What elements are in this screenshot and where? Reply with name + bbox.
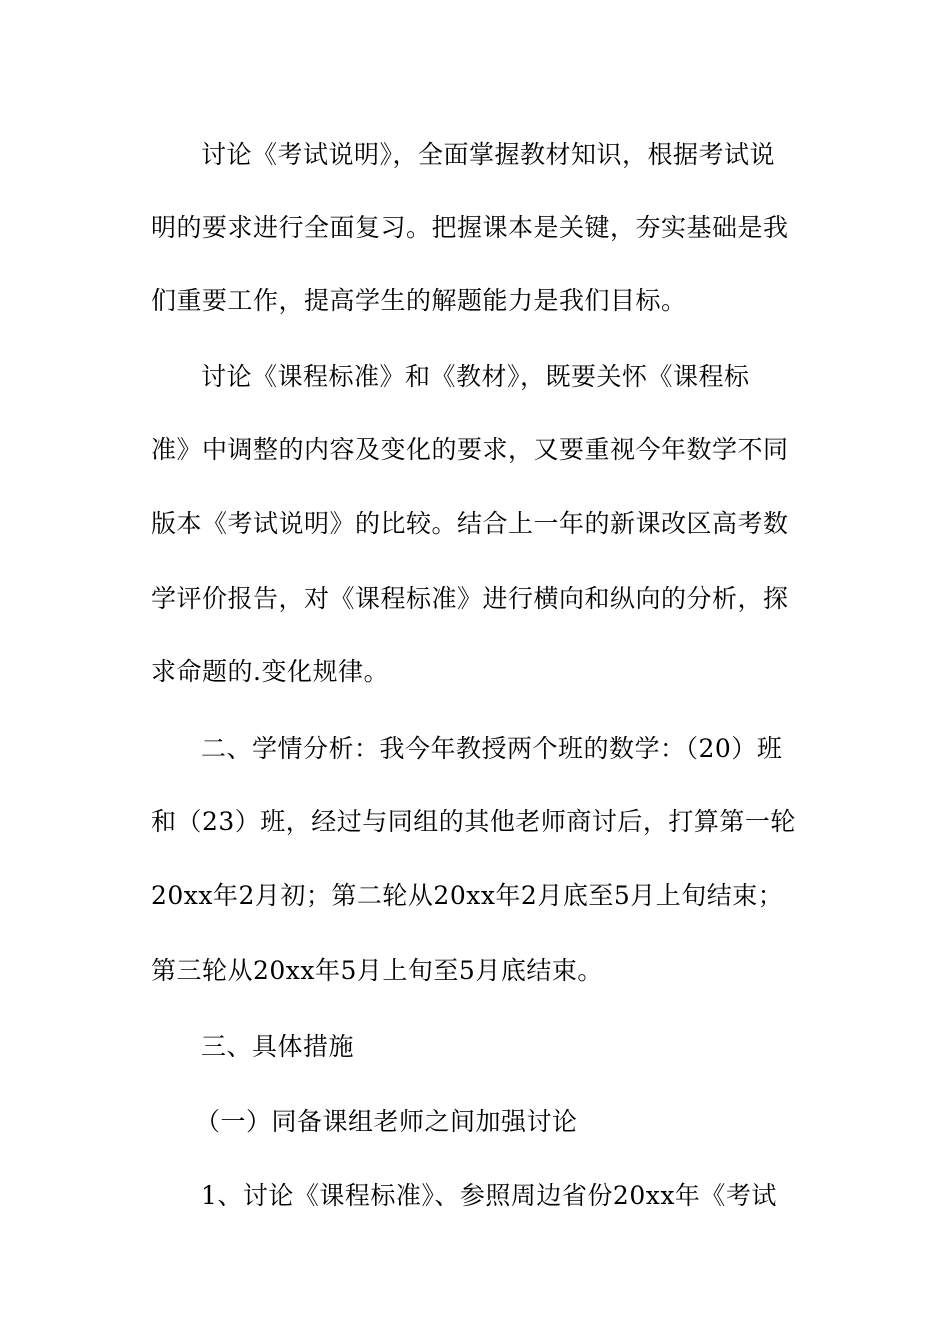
paragraph-1-line-3: 们重要工作，提高学生的解题能力是我们目标。 bbox=[151, 286, 687, 315]
paragraph-2-line-4: 学评价报告，对《课程标准》进行横向和纵向的分析，探 bbox=[151, 584, 789, 613]
paragraph-1-line-1: 讨论《考试说明》，全面掌握教材知识，根据考试说 bbox=[201, 140, 776, 169]
subsection-heading: （一）同备课组老师之间加强讨论 bbox=[195, 1107, 578, 1136]
paragraph-2-line-5: 求命题的.变化规律。 bbox=[151, 657, 389, 686]
paragraph-2-line-2: 准》中调整的内容及变化的要求，又要重视今年数学不同 bbox=[151, 435, 789, 464]
paragraph-2-line-1: 讨论《课程标准》和《教材》，既要关怀《课程标 bbox=[201, 362, 750, 391]
paragraph-3-line-3: 20xx年2月初；第二轮从20xx年2月底至5月上旬结束； bbox=[151, 881, 784, 910]
paragraph-3-line-1: 二、学情分析：我今年教授两个班的数学：（20）班 bbox=[201, 734, 783, 763]
list-item-1-line-1: 1、讨论《课程标准》、参照周边省份20xx年《考试 bbox=[201, 1181, 777, 1210]
paragraph-2-line-3: 版本《考试说明》的比较。结合上一年的新课改区高考数 bbox=[151, 509, 789, 538]
section-heading: 三、具体措施 bbox=[201, 1032, 355, 1061]
paragraph-3-line-4: 第三轮从20xx年5月上旬至5月底结束。 bbox=[151, 956, 603, 985]
paragraph-1-line-2: 明的要求进行全面复习。把握课本是关键，夯实基础是我 bbox=[151, 213, 789, 242]
paragraph-3-line-2: 和（23）班，经过与同组的其他老师商讨后，打算第一轮 bbox=[151, 807, 796, 836]
